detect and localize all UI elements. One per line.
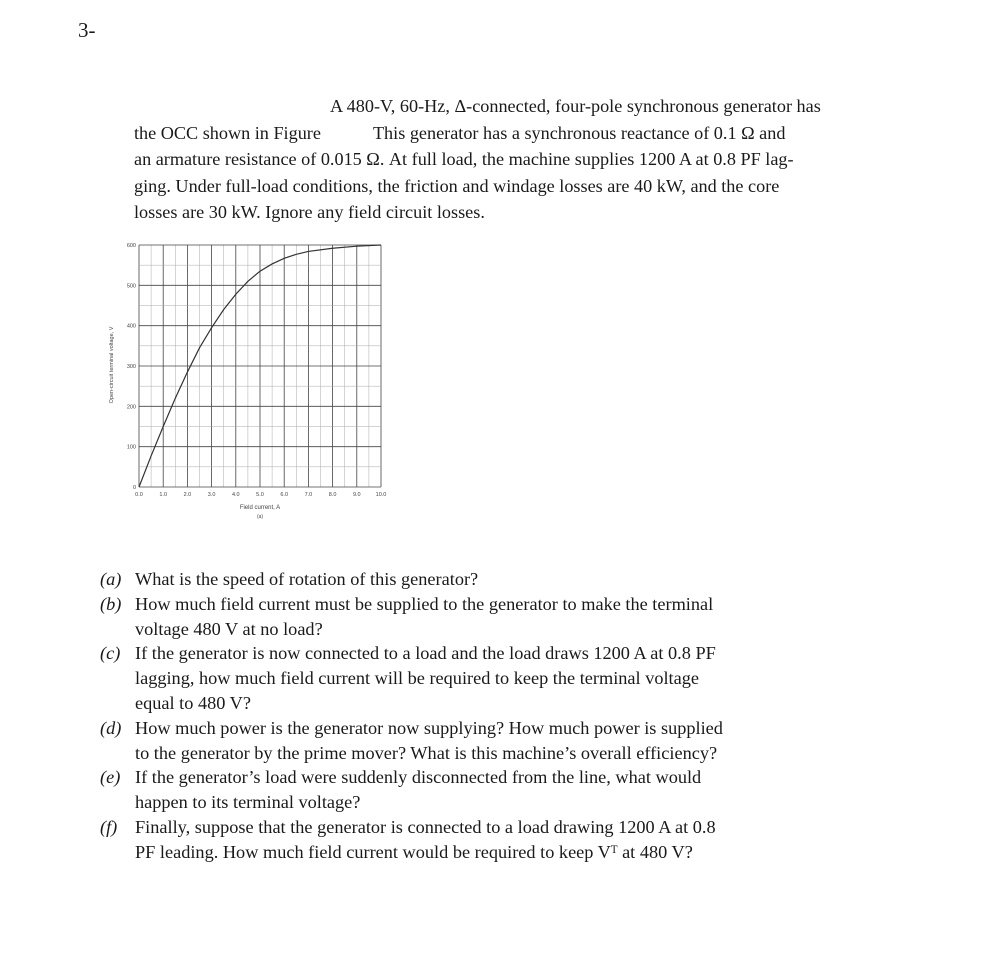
question-line: How much field current must be supplied to the generator to make the terminal: [135, 593, 714, 614]
question-text: [135, 815, 800, 865]
chart-caption: (a): [256, 514, 264, 520]
x-tick-label: 10.0: [375, 492, 387, 498]
question-tag: (c): [100, 643, 121, 664]
x-tick-label: 8.0: [328, 492, 337, 498]
intro-line: the OCC shown in Figure: [134, 122, 321, 143]
question-item: [100, 641, 800, 715]
question-text: [135, 592, 800, 642]
question-list: [100, 567, 800, 865]
chart-grid: [139, 245, 381, 487]
question-line: voltage 480 V at no load?: [135, 618, 323, 639]
y-tick-label: 500: [126, 283, 136, 290]
question-line: How much power is the generator now supplying? How much power is supplied: [135, 717, 723, 738]
question-tag: (a): [100, 569, 122, 589]
y-tick-label: 400: [126, 323, 136, 330]
x-tick-label: 4.0: [231, 492, 240, 498]
y-tick-label: 300: [126, 364, 136, 370]
question-line: happen to its terminal voltage?: [135, 792, 361, 813]
x-axis-label: Field current, A: [239, 505, 281, 511]
x-tick-label: 9.0: [352, 492, 361, 498]
question-tag: (e): [100, 767, 121, 788]
question-tag: (b): [100, 593, 122, 614]
y-tick-label: 600: [126, 243, 136, 249]
intro-line: ging. Under full-load conditions, the friction and windage losses are 40 kW, and the core: [134, 175, 780, 196]
x-tick-label: 5.0: [256, 492, 264, 498]
question-tag: (f): [100, 816, 118, 837]
question-line: equal to 480 V?: [135, 692, 251, 713]
question-text: [135, 765, 800, 815]
question-text: [135, 567, 800, 592]
question-line: If the generator is now connected to a load and the load draws 1200 A at 0.8 PF: [135, 643, 716, 664]
y-tick-label: 100: [126, 444, 136, 451]
question-line: What is the speed of rotation of this generator?: [135, 569, 479, 589]
question-item: [100, 567, 800, 592]
x-tick-label: 6.0: [280, 492, 289, 498]
problem-label: 3-: [78, 18, 96, 42]
y-tick-label: 0: [132, 485, 136, 491]
intro-line: losses are 30 kW. Ignore any field circuit losses.: [134, 202, 485, 222]
intro-line: A 480-V, 60-Hz, Δ-connected, four-pole synchronous generator has: [330, 96, 821, 116]
question-line: to the generator by the prime mover? What is this machine’s overall efficiency?: [135, 742, 718, 763]
x-tick-label: 3.0: [207, 492, 216, 498]
question-line: Finally, suppose that the generator is connected to a load drawing 1200 A at 0.8: [135, 816, 716, 837]
question-item: [100, 716, 800, 766]
intro-line: an armature resistance of 0.015 Ω. At full load, the machine supplies 1200 A at 0.8 PF lag-: [134, 149, 794, 169]
question-tag: (d): [100, 717, 122, 738]
y-axis-label: Open-circuit terminal voltage, V: [109, 326, 115, 404]
question-item: [100, 592, 800, 642]
y-tick-label: 200: [126, 404, 136, 411]
question-line: PF leading. How much field current would be required to keep Vᵀ at 480 V?: [135, 841, 693, 862]
question-text: [135, 716, 800, 766]
question-item: [100, 765, 800, 815]
x-tick-label: 2.0: [183, 492, 192, 498]
chart-ticks: [127, 243, 387, 498]
question-line: If the generator’s load were suddenly disconnected from the line, what would: [135, 767, 702, 788]
x-tick-label: 7.0: [304, 492, 313, 498]
intro-line: This generator has a synchronous reactance of 0.1 Ω and: [372, 122, 786, 143]
occ-chart: [100, 235, 400, 535]
question-item: [100, 815, 800, 865]
problem-statement: [134, 93, 889, 226]
x-tick-label: 1.0: [159, 492, 168, 498]
question-line: lagging, how much field current will be required to keep the terminal voltage: [135, 668, 699, 689]
x-tick-label: 0.0: [135, 492, 143, 498]
question-text: [135, 641, 800, 715]
